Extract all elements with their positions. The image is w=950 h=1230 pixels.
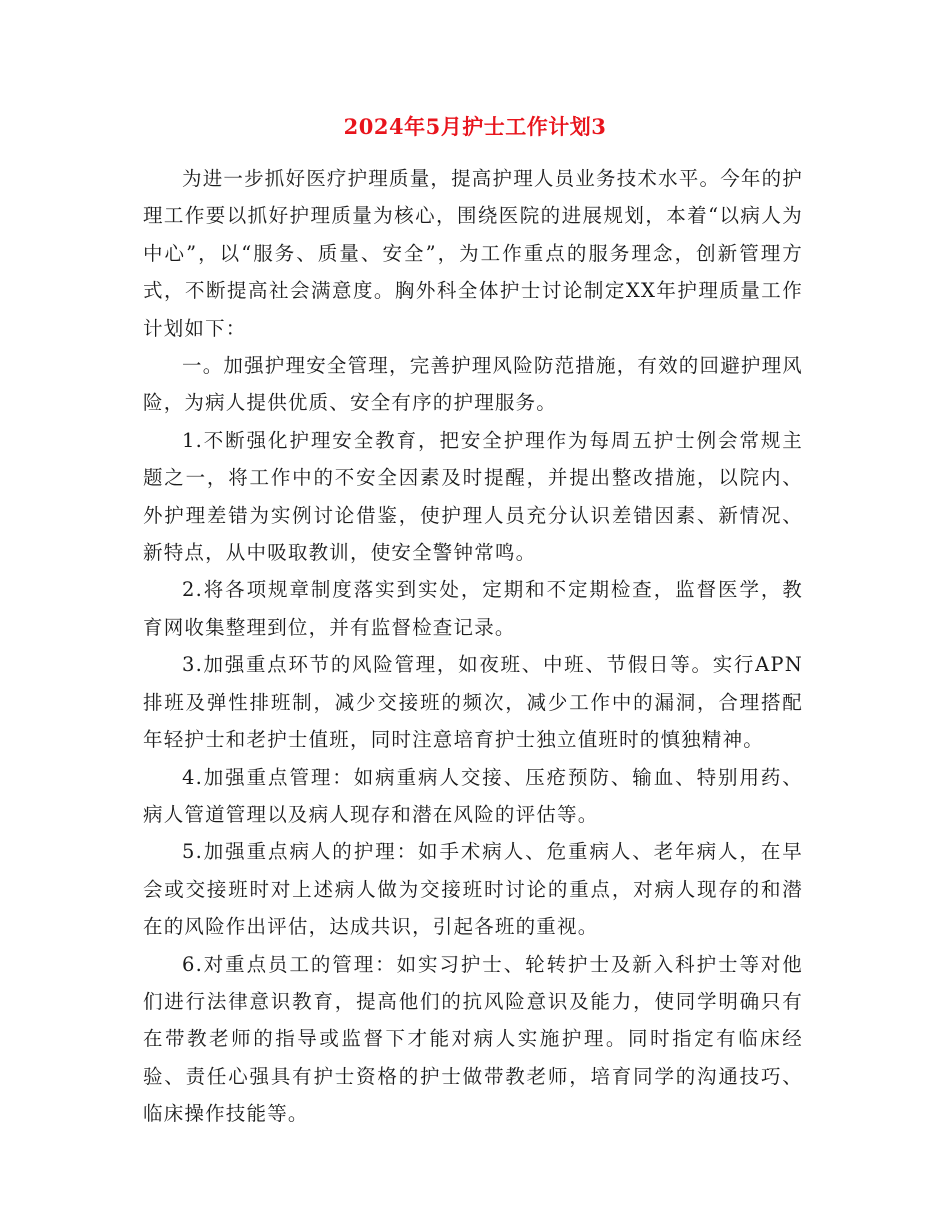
document-body bbox=[143, 160, 803, 1133]
paragraph-item-2: 2.将各项规章制度落实到实处，定期和不定期检查，监督医学，教育网收集整理到位，并有监督检查记录。 bbox=[143, 578, 803, 639]
paragraph-item-1: 1.不断强化护理安全教育，把安全护理作为每周五护士例会常规主题之一，将工作中的不安全因素及时提醒，并提出整改措施，以院内、外护理差错为实例讨论借鉴，使护理人员充分认识差错因素、新情况、新特点，从中吸取教训，使安全警钟常鸣。 bbox=[143, 428, 803, 565]
paragraph-item-6: 6.对重点员工的管理：如实习护士、轮转护士及新入科护士等对他们进行法律意识教育，提高他们的抗风险意识及能力，使同学明确只有在带教老师的指导或监督下才能对病人实施护理。同时指定有临床经验、责任心强具有护士资格的护士做带教老师，培育同学的沟通技巧、临床操作技能等。 bbox=[143, 952, 803, 1126]
document-title: 2024年5月护士工作计划3 bbox=[343, 114, 607, 139]
paragraph-item-5: 5.加强重点病人的护理：如手术病人、危重病人、老年病人，在早会或交接班时对上述病人做为交接班时讨论的重点，对病人现存的和潜在的风险作出评估，达成共识，引起各班的重视。 bbox=[143, 840, 803, 939]
paragraph-intro: 为进一步抓好医疗护理质量，提高护理人员业务技术水平。今年的护理工作要以抓好护理质量为核心，围绕医院的进展规划，本着“以病人为中心”，以“服务、质量、安全”，为工作重点的服务理念，创新管理方式，不断提高社会满意度。胸外科全体护士讨论制定XX年护理质量工作计划如下： bbox=[143, 167, 804, 340]
paragraph-item-3: 3.加强重点环节的风险管理，如夜班、中班、节假日等。实行APN排班及弹性排班制，减少交接班的频次，减少工作中的漏洞，合理搭配年轻护士和老护士值班，同时注意培育护士独立值班时的慎独精神。 bbox=[143, 653, 803, 752]
paragraph-item-4: 4.加强重点管理：如病重病人交接、压疮预防、输血、特别用药、病人管道管理以及病人现存和潜在风险的评估等。 bbox=[143, 765, 803, 826]
paragraph-section-1: 一。加强护理安全管理，完善护理风险防范措施，有效的回避护理风险，为病人提供优质、安全有序的护理服务。 bbox=[143, 354, 804, 415]
